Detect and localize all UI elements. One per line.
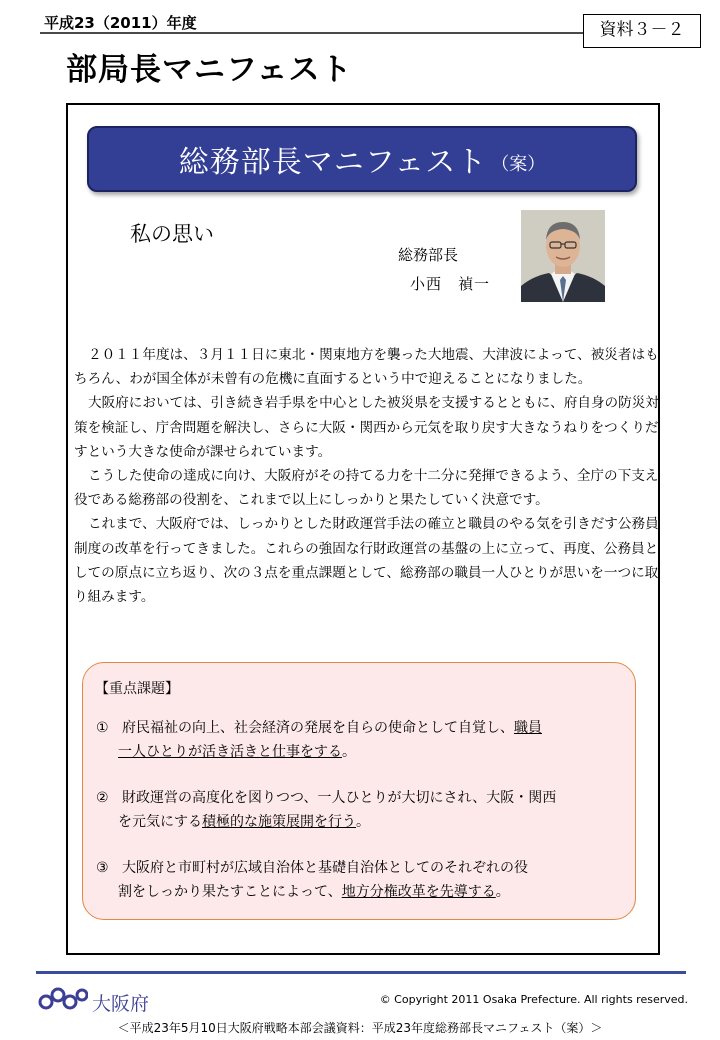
source-note: ＜平成23年5月10日大阪府戦略本部会議資料：平成23年度総務部長マニフェスト（案）＞ <box>117 1021 603 1035</box>
header-rule <box>40 32 600 34</box>
item-text: を元気にする <box>118 814 202 830</box>
item-emphasis: 地方分権改革を先導する <box>341 884 496 900</box>
paragraph: こうした使命の達成に向け、大阪府がその持てる力を十二分に発揮できるよう、全庁の下支え役である総務部の役割を、これまで以上にしっかりと果たしていく決意です。 <box>74 468 659 509</box>
person-name: 小西 禎一 <box>410 275 491 293</box>
item-text: 割をしっかり果たすことによって、 <box>118 884 342 900</box>
portrait-illustration <box>521 210 605 302</box>
osaka-prefecture-logo-icon <box>38 987 88 1013</box>
item-end: 。 <box>356 814 370 830</box>
fiscal-year-label: 平成23（2011）年度 <box>44 14 197 32</box>
paragraph: 大阪府においては、引き続き岩手県を中心とした被災県を支援するとともに、府自身の防災対策を検証し、庁舎問題を解決し、さらに大阪・関西から元気を取り戻す大きなうねりをつくりだすという大きな使命が課せられています。 <box>74 395 659 460</box>
item-text: 府民福祉の向上、社会経済の発展を自らの使命として自覚し、 <box>122 720 514 736</box>
priority-item <box>96 716 626 764</box>
paragraph: ２０１１年度は、３月１１日に東北・関東地方を襲った大地震、大津波によって、被災者はもちろん、わが国全体が未曾有の危機に直面するという中で迎えることになりました。 <box>74 347 659 388</box>
portrait-photo <box>521 210 605 302</box>
prefecture-name: 大阪府 <box>92 993 150 1015</box>
item-text: 大阪府と市町村が広域自治体と基礎自治体としてのそれぞれの役 <box>122 860 528 876</box>
priority-item <box>96 786 626 834</box>
manifesto-banner <box>87 126 637 192</box>
item-number: ③ <box>96 860 109 876</box>
copyright-notice: © Copyright 2011 Osaka Prefecture. All rights reserved. <box>379 993 688 1006</box>
priority-item <box>96 856 626 904</box>
item-end: 。 <box>342 744 356 760</box>
document-title: 部局長マニフェスト <box>66 52 353 88</box>
banner-title: 総務部長マニフェスト <box>178 145 488 180</box>
item-number: ① <box>96 720 109 736</box>
item-emphasis: 積極的な施策展開を行う <box>202 814 356 830</box>
item-emphasis: 一人ひとりが活き活きと仕事をする <box>118 744 342 760</box>
item-text: 財政運営の高度化を図りつつ、一人ひとりが大切にされ、大阪・関西 <box>122 790 557 806</box>
section-heading: 私の思い <box>130 222 214 246</box>
position-title: 総務部長 <box>398 246 459 264</box>
banner-suffix: （案） <box>491 154 546 175</box>
item-number: ② <box>96 790 109 806</box>
paragraph: これまで、大阪府では、しっかりとした財政運営手法の確立と職員のやる気を引きだす公務員制度の改革を行ってきました。これらの強固な行財政運営の基盤の上に立って、再度、公務員としての原点に立ち返り、次の３点を重点課題として、総務部の職員一人ひとりが思いを一つに取り組みます。 <box>74 516 659 606</box>
priority-heading: 【重点課題】 <box>95 681 179 697</box>
message-body <box>74 343 664 609</box>
item-emphasis: 職員 <box>514 720 542 736</box>
footer-rule <box>36 971 686 974</box>
item-end: 。 <box>495 884 510 900</box>
document-number-box: 資料３－２ <box>583 14 701 48</box>
